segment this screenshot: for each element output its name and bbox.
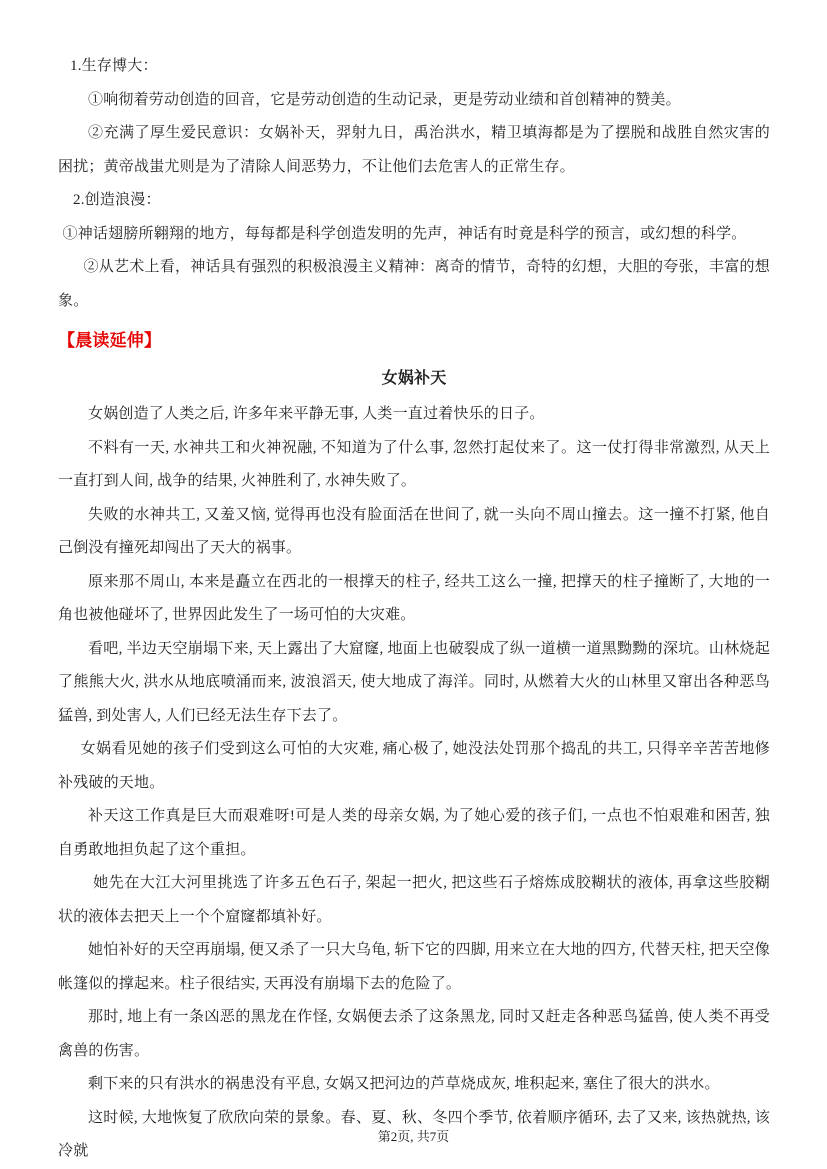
- story-paragraph: 原来那不周山, 本来是矗立在西北的一根撑天的柱子, 经共工这么一撞, 把撑天的柱子撞断了, 大地的一角也被他碰坏了, 世界因此发生了一场可怕的大灾难。: [58, 573, 770, 623]
- page-content: [58, 50, 770, 1169]
- note-section1-point1: ①响彻着劳动创造的回音，它是劳动创造的生动记录，更是劳动业绩和首创精神的赞美。: [88, 91, 681, 108]
- story-paragraph: 女娲看见她的孩子们受到这么可怕的大灾难, 痛心极了, 她没法处罚那个捣乱的共工, 只得辛辛苦苦地修补残破的天地。: [58, 741, 770, 791]
- story-paragraph: 她先在大江大河里挑选了许多五色石子, 架起一把火, 把这些石子熔炼成胶糊状的液体, 再拿这些胶糊状的液体去把天上一个个窟窿都填补好。: [58, 875, 770, 925]
- article-title: 女娲补天: [381, 370, 447, 387]
- story-paragraph: 那时, 地上有一条凶恶的黑龙在作怪, 女娲便去杀了这条黑龙, 同时又赶走各种恶鸟猛兽, 使人类不再受禽兽的伤害。: [58, 1009, 770, 1059]
- story-paragraph: 女娲创造了人类之后, 许多年来平静无事, 人类一直过着快乐的日子。: [88, 406, 545, 422]
- note-section2-point1: ①神话翅膀所翱翔的地方，每每都是科学创造发明的先声，神话有时竟是科学的预言，或幻想的科学。: [62, 225, 747, 242]
- note-section2-point2: ②从艺术上看，神话具有强烈的积极浪漫主义精神：离奇的情节，奇特的幻想，大胆的夸张，丰富的想象。: [58, 259, 770, 309]
- story-paragraph: 这时候, 大地恢复了欣欣向荣的景象。春、夏、秋、冬四个季节, 依着顺序循环, 去了又来, 该热就热, 该冷就: [58, 1109, 770, 1159]
- story-paragraph: 不料有一天, 水神共工和火神祝融, 不知道为了什么事, 忽然打起仗来了。这一仗打得非常激烈, 从天上一直打到人间, 战争的结果, 火神胜利了, 水神失败了。: [58, 439, 770, 489]
- page-number: 第2页, 共7页: [377, 1129, 450, 1144]
- note-section1-point2: ②充满了厚生爱民意识：女娲补天，羿射九日，禹治洪水，精卫填海都是为了摆脱和战胜自然灾害的困扰；黄帝战蚩尤则是为了清除人间恶势力，不让他们去危害人的正常生存。: [58, 125, 770, 175]
- note-section2-title: 2.创造浪漫：: [73, 192, 161, 208]
- section-heading: 【晨读延伸】: [58, 331, 162, 350]
- story-paragraph: 她怕补好的天空再崩塌, 便又杀了一只大乌龟, 斩下它的四脚, 用来立在大地的四方, 代替天柱, 把天空像帐篷似的撑起来。柱子很结实, 天再没有崩塌下去的危险了。: [58, 942, 770, 992]
- story-paragraph: 补天这工作真是巨大而艰难呀!可是人类的母亲女娲, 为了她心爱的孩子们, 一点也不怕艰难和困苦, 独自勇敢地担负起了这个重担。: [58, 808, 770, 858]
- note-section1-title: 1.生存博大：: [70, 58, 158, 74]
- story-paragraph: 看吧, 半边天空崩塌下来, 天上露出了大窟窿, 地面上也破裂成了纵一道横一道黑黝黝的深坑。山林烧起了熊熊大火, 洪水从地底喷涌而来, 波浪滔天, 使大地成了海洋。同时, 从燃着大火的山林里又窜出各种恶鸟猛兽, 到处害人, 人们已经无法生存下去了。: [58, 640, 770, 724]
- story-paragraph: 剩下来的只有洪水的祸患没有平息, 女娲又把河边的芦草烧成灰, 堆积起来, 塞住了很大的洪水。: [88, 1076, 720, 1092]
- story-paragraph: 失败的水神共工, 又羞又恼, 觉得再也没有脸面活在世间了, 就一头向不周山撞去。这一撞不打紧, 他自己倒没有撞死却闯出了天大的祸事。: [58, 506, 770, 556]
